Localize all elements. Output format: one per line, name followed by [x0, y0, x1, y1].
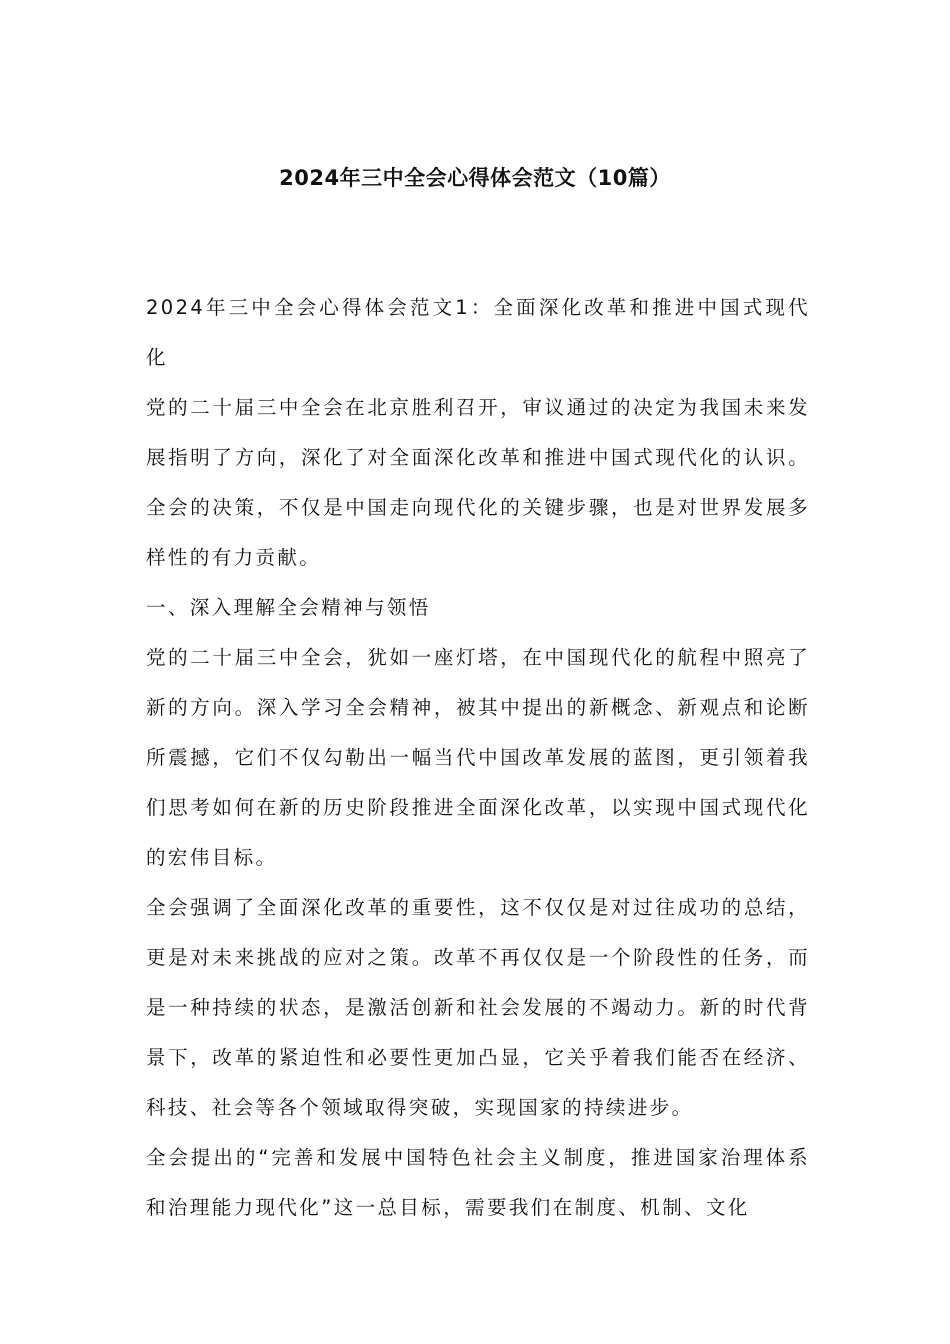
body-paragraph: 党的二十届三中全会在北京胜利召开，审议通过的决定为我国未来发展指明了方向，深化了对全面深化改革和推进中国式现代化的认识。全会的决策，不仅是中国走向现代化的关键步骤，也是对世界发展多样性的有力贡献。 [146, 396, 810, 569]
subsection-heading: 一、深入理解全会精神与领悟 [146, 596, 431, 619]
document-body [146, 283, 810, 1233]
section-heading: 2024年三中全会心得体会范文1：全面深化改革和推进中国式现代化 [146, 296, 810, 369]
document-title: 2024年三中全会心得体会范文（10篇） [279, 166, 671, 190]
body-paragraph: 党的二十届三中全会，犹如一座灯塔，在中国现代化的航程中照亮了新的方向。深入学习全会精神，被其中提出的新概念、新观点和论断所震撼，它们不仅勾勒出一幅当代中国改革发展的蓝图，更引领着我们思考如何在新的历史阶段推进全面深化改革，以实现中国式现代化的宏伟目标。 [146, 646, 810, 869]
body-paragraph: 全会提出的“完善和发展中国特色社会主义制度，推进国家治理体系和治理能力现代化”这一总目标，需要我们在制度、机制、文化 [146, 1146, 810, 1219]
body-paragraph: 全会强调了全面深化改革的重要性，这不仅仅是对过往成功的总结，更是对未来挑战的应对之策。改革不再仅仅是一个阶段性的任务，而是一种持续的状态，是激活创新和社会发展的不竭动力。新的时代背景下，改革的紧迫性和必要性更加凸显，它关乎着我们能否在经济、科技、社会等各个领域取得突破，实现国家的持续进步。 [146, 896, 810, 1119]
